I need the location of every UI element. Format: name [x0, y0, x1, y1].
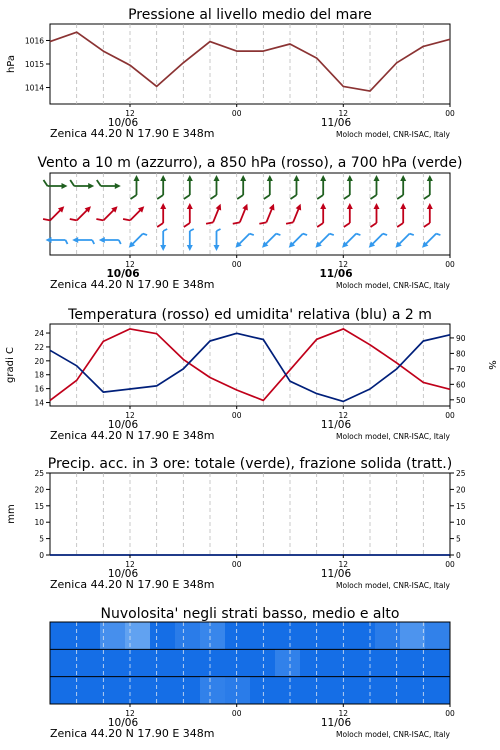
y-tick-label: 60 [456, 380, 466, 390]
cloud-cell [75, 622, 101, 649]
cloud-cell [200, 622, 226, 649]
wind-barb [211, 175, 220, 199]
y-tick-label: 1015 [24, 60, 44, 69]
wind-barb [43, 202, 66, 225]
wind-title: Vento a 10 m (azzurro), a 850 hPa (rosso), a 700 hPa (verde) [37, 155, 463, 171]
humidity-line [50, 333, 450, 401]
cloud-title: Nuvolosita' negli strati basso, medio e alto [100, 606, 400, 622]
wind-barb [96, 202, 119, 225]
cloud-cell [50, 677, 76, 704]
cloud-cell [175, 649, 201, 676]
x-tick-label: 00 [231, 411, 242, 420]
cloud-cell [425, 677, 451, 704]
model-label: Moloch model, CNR-ISAC, Italy [336, 281, 450, 290]
wind-barb [420, 230, 441, 251]
cloud-cell [350, 622, 376, 649]
wind-barb [44, 180, 68, 189]
y-tick-label: 90 [456, 333, 466, 343]
cloud-cell [400, 649, 426, 676]
cloud-cell [400, 677, 426, 704]
y-tick-label: 25 [456, 469, 466, 478]
precip-ylabel: mm [6, 504, 17, 524]
wind-barb [393, 230, 414, 251]
cloud-cell [75, 677, 101, 704]
cloud-cell [100, 649, 126, 676]
temperature-panel [5, 307, 497, 442]
y-tick-label: 10 [456, 518, 466, 528]
cloud-cell [425, 649, 451, 676]
cloud-cell [250, 649, 276, 676]
wind-barb [340, 230, 361, 251]
date-label: 10/06 [106, 268, 140, 280]
y-tick-label: 14 [34, 398, 44, 408]
cloud-cell [200, 677, 226, 704]
x-tick-label: 00 [445, 109, 455, 118]
y-tick-label: 70 [456, 364, 466, 374]
cloud-cell [150, 649, 176, 676]
x-tick-label: 12 [338, 260, 349, 269]
cloud-cell [100, 677, 126, 704]
y-tick-label: 25 [34, 469, 44, 478]
wind-barb [46, 237, 68, 244]
x-tick-label: 00 [445, 709, 455, 718]
x-tick-label: 00 [231, 109, 242, 118]
cloud-cell [325, 622, 351, 649]
x-tick-label: 12 [125, 411, 135, 420]
wind-barb [424, 175, 433, 199]
cloud-cell [125, 677, 151, 704]
location-label: Zenica 44.20 N 17.90 E 348m [50, 278, 215, 291]
location-label: Zenica 44.20 N 17.90 E 348m [50, 429, 215, 442]
temperature-title: Temperatura (rosso) ed umidita' relativa (blu) a 2 m [68, 307, 432, 323]
cloud-cell [275, 622, 301, 649]
cloud-cell [425, 622, 451, 649]
cloud-cell [300, 622, 326, 649]
wind-barb [424, 203, 433, 227]
wind-barb [371, 203, 380, 227]
model-label: Moloch model, CNR-ISAC, Italy [336, 432, 450, 441]
cloud-cell [250, 622, 276, 649]
cloud-cell [150, 622, 176, 649]
cloud-panel [50, 606, 455, 740]
cloud-cell [325, 649, 351, 676]
pressure-ylabel: hPa [6, 54, 17, 74]
y-tick-label: 20 [34, 485, 44, 495]
precip-title: Precip. acc. in 3 ore: totale (verde), frazione solida (tratt.) [47, 456, 453, 472]
date-label: 11/06 [320, 717, 352, 729]
date-label: 11/06 [320, 117, 352, 129]
wind-barb [397, 175, 406, 199]
wind-barb [264, 175, 273, 199]
cloud-cell [325, 677, 351, 704]
wind-barb [184, 175, 193, 199]
x-tick-label: 12 [125, 109, 135, 118]
cloud-cell [275, 649, 301, 676]
wind-barb [286, 202, 303, 228]
cloud-cell [350, 649, 376, 676]
wind-barb [131, 175, 140, 199]
wind-barb [184, 203, 193, 227]
y-tick-label: 1014 [24, 83, 44, 93]
date-label: 10/06 [107, 568, 139, 580]
cloud-cell [125, 649, 151, 676]
pressure-panel [6, 7, 455, 140]
wind-barb [157, 175, 166, 199]
wind-barb [123, 202, 146, 225]
cloud-cell [400, 622, 426, 649]
cloud-cell [100, 622, 126, 649]
wind-barb [70, 180, 94, 189]
x-tick-label: 12 [125, 260, 135, 269]
precip-frame [50, 473, 450, 555]
y-tick-label: 20 [34, 356, 44, 366]
x-tick-label: 00 [445, 411, 455, 420]
cloud-cell [275, 677, 301, 704]
pressure-line [50, 32, 450, 91]
date-label: 10/06 [107, 419, 139, 431]
cloud-cell [50, 649, 76, 676]
wind-barb [233, 230, 254, 251]
x-tick-label: 12 [338, 109, 349, 118]
wind-barb [344, 203, 353, 227]
cloud-cell [150, 677, 176, 704]
wind-barb [260, 230, 281, 251]
location-label: Zenica 44.20 N 17.90 E 348m [50, 578, 215, 591]
y-tick-label: 80 [456, 349, 466, 359]
y-tick-label: 5 [456, 534, 461, 544]
y-tick-label: 15 [456, 501, 466, 511]
y-tick-label: 15 [34, 501, 44, 511]
wind-barb [127, 230, 148, 251]
wind-barb [313, 230, 334, 251]
wind-barb [371, 175, 380, 199]
wind-barb [233, 202, 250, 228]
pressure-title: Pressione al livello medio del mare [128, 7, 372, 23]
y-tick-label: 18 [34, 370, 44, 380]
wind-barb [259, 202, 276, 228]
wind-barb [70, 202, 93, 225]
cloud-cell [175, 677, 201, 704]
cloud-cell [300, 677, 326, 704]
y-tick-label: 0 [456, 551, 461, 560]
cloud-cell [250, 677, 276, 704]
x-tick-label: 00 [445, 560, 455, 569]
x-tick-label: 12 [338, 709, 349, 718]
y-tick-label: 1016 [24, 36, 44, 46]
precip-panel [6, 456, 466, 591]
x-tick-label: 12 [338, 560, 349, 569]
cloud-cell [225, 622, 251, 649]
y-tick-label: 20 [456, 485, 466, 495]
wind-barb [317, 175, 326, 199]
wind-barb [206, 202, 223, 228]
date-label: 11/06 [320, 568, 352, 580]
date-label: 11/06 [320, 419, 352, 431]
cloud-cell [75, 649, 101, 676]
cloud-cell [350, 677, 376, 704]
cloud-cell [300, 649, 326, 676]
cloud-cell [200, 649, 226, 676]
date-label: 10/06 [107, 717, 139, 729]
cloud-cell [125, 622, 151, 649]
cloud-cell [225, 649, 251, 676]
x-tick-label: 00 [231, 260, 242, 269]
temperature-line [50, 329, 450, 401]
cloud-cell [175, 622, 201, 649]
y-tick-label: 22 [34, 342, 44, 352]
cloud-cell [225, 677, 251, 704]
y-tick-label: 50 [456, 395, 466, 405]
wind-barb [97, 180, 121, 189]
location-label: Zenica 44.20 N 17.90 E 348m [50, 727, 215, 740]
x-tick-label: 00 [445, 260, 455, 269]
date-label: 10/06 [107, 117, 139, 129]
y-tick-label: 10 [34, 518, 44, 528]
x-tick-label: 00 [231, 709, 242, 718]
wind-barb [157, 203, 166, 227]
x-tick-label: 12 [125, 709, 135, 718]
wind-barb [344, 175, 353, 199]
cloud-cell [50, 622, 76, 649]
wind-barb [160, 229, 167, 251]
x-tick-label: 12 [338, 411, 349, 420]
wind-barb [72, 237, 94, 244]
date-label: 11/06 [319, 268, 353, 280]
y-tick-label: 16 [34, 384, 44, 394]
x-tick-label: 00 [231, 560, 242, 569]
y-tick-label: 0 [39, 551, 44, 560]
humidity-ylabel: % [486, 360, 497, 370]
wind-barb [187, 229, 194, 251]
wind-barb [317, 203, 326, 227]
x-tick-label: 12 [125, 560, 135, 569]
location-label: Zenica 44.20 N 17.90 E 348m [50, 127, 215, 140]
y-tick-label: 24 [34, 329, 44, 339]
model-label: Moloch model, CNR-ISAC, Italy [336, 581, 450, 590]
temperature-ylabel: gradi C [5, 347, 16, 383]
wind-barb [237, 175, 246, 199]
wind-barb [367, 230, 388, 251]
y-tick-label: 5 [39, 534, 44, 544]
wind-panel [37, 155, 462, 291]
wind-barb [214, 229, 221, 251]
wind-barb [287, 230, 308, 251]
wind-barb [99, 237, 121, 244]
pressure-frame [50, 24, 450, 104]
model-label: Moloch model, CNR-ISAC, Italy [336, 730, 450, 739]
wind-barb [397, 203, 406, 227]
wind-barb [291, 175, 300, 199]
model-label: Moloch model, CNR-ISAC, Italy [336, 130, 450, 139]
